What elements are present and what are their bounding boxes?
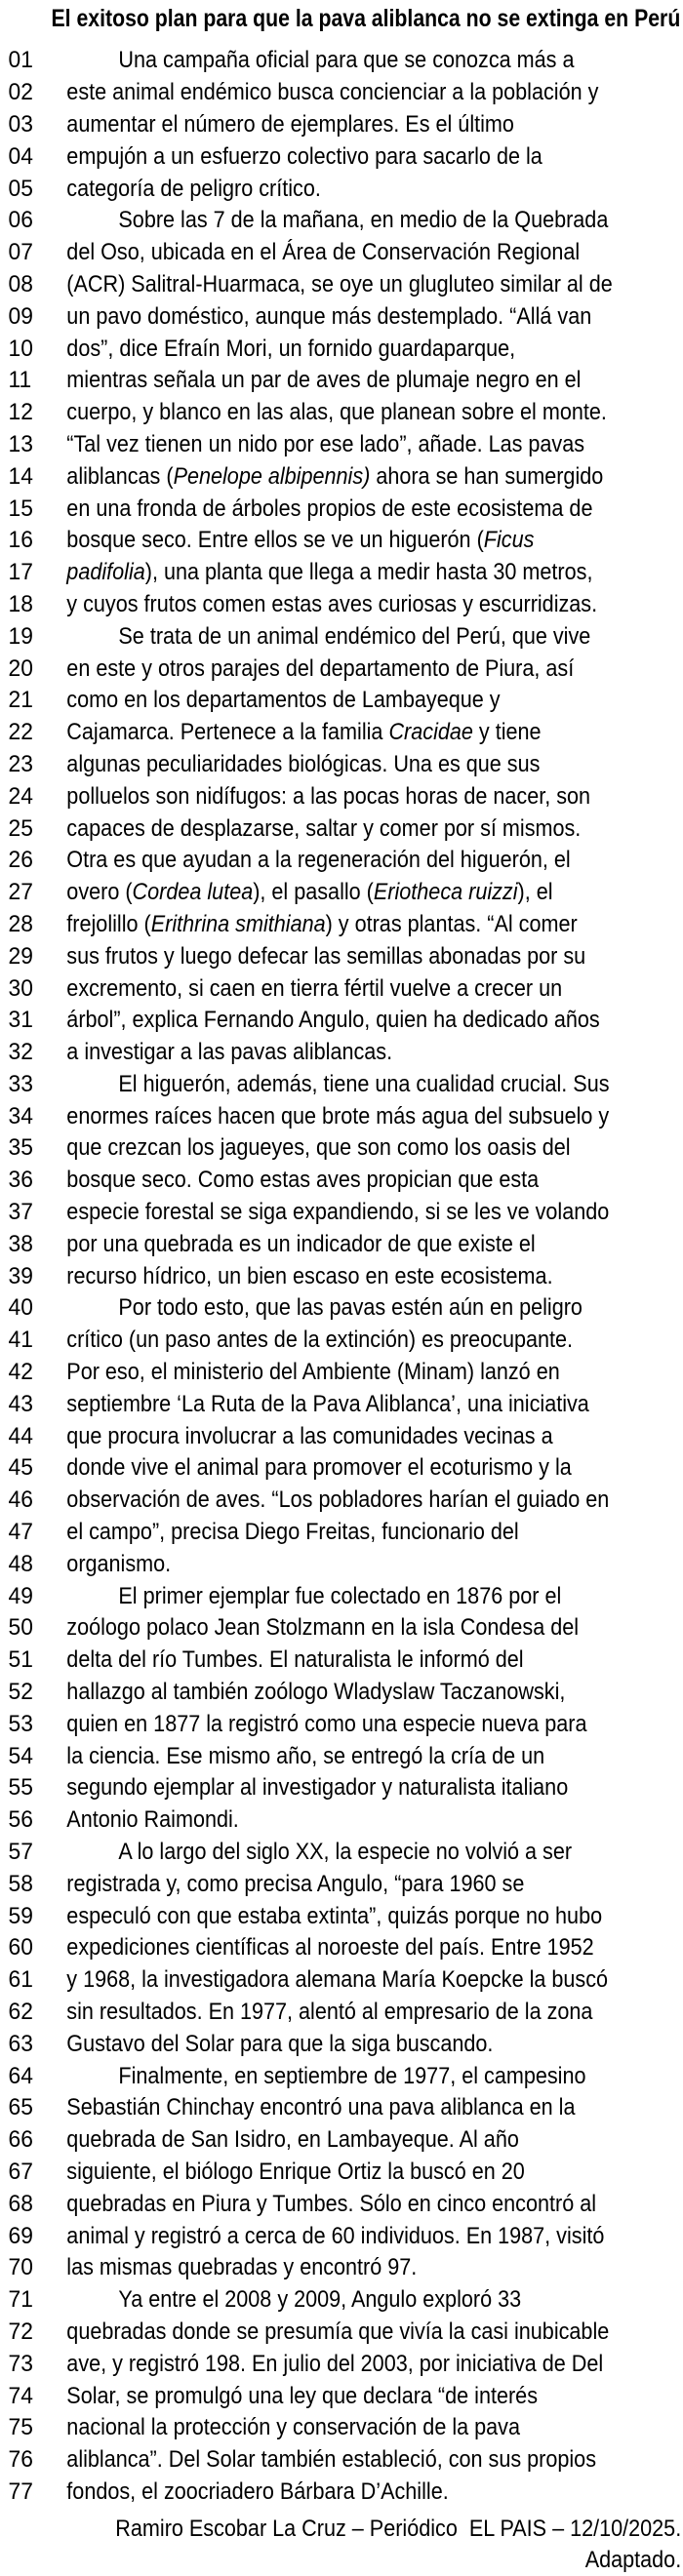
line-row [0,749,683,781]
line-text: cuerpo, y blanco en las alas, que planean sobre el monte. [66,399,607,426]
line-number: 72 [8,2318,33,2345]
line-number: 27 [8,879,33,906]
document-title: El exitoso plan para que la pava aliblanca no se extinga en Perú [51,5,681,32]
line-text: El primer ejemplar fue colectado en 1876 por el [118,1582,562,1609]
line-row [0,2124,683,2157]
line-number: 50 [8,1614,33,1642]
line-row [0,1708,683,1740]
line-row [0,205,683,237]
line-text: enormes raíces hacen que brote más agua del subsuelo y [66,1102,610,1129]
line-row [0,2317,683,2349]
line-row [0,1964,683,1997]
line-number: 14 [8,462,33,490]
line-row [0,333,683,365]
line-text: Por eso, el ministerio del Ambiente (Minam) lanzó en [66,1359,560,1386]
line-row [0,1228,683,1260]
line-number: 37 [8,1199,33,1226]
line-row [0,300,683,333]
line-number: 70 [8,2254,33,2281]
line-text: ave, y registró 198. En julio del 2003, por iniciativa de Del [66,2350,604,2377]
line-number: 26 [8,847,33,874]
line-row [0,2220,683,2252]
line-text: expediciones científicas al noroeste del país. Entre 1952 [66,1934,594,1962]
line-row [0,685,683,717]
line-number: 71 [8,2286,33,2314]
line-text: bosque seco. Como estas aves propician que esta [66,1167,540,1194]
line-text: overo (Cordea lutea), el pasallo (Eriotheca ruizzi), el [66,879,553,906]
line-row [0,1645,683,1677]
line-text: (ACR) Salitral-Huarmaca, se oye un glugluteo similar al de [66,270,613,297]
line-number: 11 [8,367,32,394]
line-text: Sobre las 7 de la mañana, en medio de la Quebrada [118,207,609,234]
line-number: 06 [8,207,33,234]
line-text: y cuyos frutos comen estas aves curiosas y escurridizas. [66,590,598,617]
line-text: como en los departamentos de Lambayeque y [66,687,501,714]
line-text: nacional la protección y conservación de la pava [66,2414,520,2441]
line-row [0,557,683,589]
line-row [0,717,683,749]
line-row [0,1388,683,1420]
line-text: quien en 1877 la registró como una especie nueva para [66,1710,587,1737]
line-text: hallazgo al también zoólogo Wladyslaw Taczanowski, [66,1679,566,1706]
line-text: que procura involucrar a las comunidades vecinas a [66,1422,553,1449]
document-footer [0,2514,683,2576]
line-row [0,140,683,173]
line-number: 58 [8,1870,33,1897]
line-text: Se trata de un animal endémico del Perú, que vive [118,622,591,650]
line-text: Finalmente, en septiembre de 1977, el campesino [118,2062,586,2089]
line-number: 12 [8,399,33,426]
line-row [0,2060,683,2092]
line-number: 36 [8,1167,33,1194]
line-row [0,2252,683,2284]
line-number: 07 [8,239,33,266]
line-text: a investigar a las pavas aliblancas. [66,1039,393,1066]
line-text: dos”, dice Efraín Mori, un fornido guardaparque, [66,335,516,362]
line-text: recurso hídrico, un bien escaso en este ecosistema. [66,1262,553,1289]
line-text: y 1968, la investigadora alemana María Koepcke la buscó [66,1966,609,1994]
line-row [0,1132,683,1165]
line-text: fondos, el zoocriadero Bárbara D’Achille. [66,2477,449,2505]
line-number: 29 [8,942,33,970]
line-number: 64 [8,2062,33,2089]
line-text: empujón a un esfuerzo colectivo para sacarlo de la [66,142,542,170]
line-row [0,1325,683,1357]
line-text: este animal endémico busca concienciar a la población y [66,79,599,106]
line-number: 40 [8,1294,33,1322]
line-row [0,909,683,941]
line-number: 44 [8,1422,33,1449]
line-number: 03 [8,110,33,138]
line-text: el campo”, precisa Diego Freitas, funcionario del [66,1519,519,1546]
line-text: delta del río Tumbes. El naturalista le informó del [66,1646,524,1674]
line-number: 43 [8,1390,33,1417]
line-number: 61 [8,1966,33,1994]
line-number: 35 [8,1134,33,1162]
line-number: 38 [8,1230,33,1257]
line-text: sin resultados. En 1977, alentó al empresario de la zona [66,1999,593,2025]
line-number: 62 [8,1999,33,2025]
line-number: 09 [8,302,33,330]
line-row [0,1997,683,2029]
line-row [0,2412,683,2444]
line-text: que crezcan los jagueyes, que son como los oasis del [66,1134,571,1162]
line-row [0,429,683,461]
line-text: registrada y, como precisa Angulo, “para 1960 se [66,1870,525,1897]
line-number: 13 [8,430,33,457]
line-number: 53 [8,1710,33,1737]
line-text: Otra es que ayudan a la regeneración del higuerón, el [66,847,571,874]
line-row [0,1420,683,1452]
line-text: segundo ejemplar al investigador y naturalista italiano [66,1774,569,1802]
line-number: 47 [8,1519,33,1546]
line-number: 63 [8,2030,33,2057]
line-text: organismo. [66,1550,172,1577]
line-number: 18 [8,590,33,617]
line-number: 73 [8,2350,33,2377]
line-text: categoría de peligro crítico. [66,175,321,202]
line-text: por una quebrada es un indicador de que existe el [66,1230,536,1257]
line-row [0,1260,683,1292]
line-text: zoólogo polaco Jean Stolzmann en la isla Condesa del [66,1614,580,1642]
line-text: crítico (un paso antes de la extinción) es preocupante. [66,1327,574,1354]
line-row [0,77,683,109]
line-number: 66 [8,2126,33,2154]
line-row [0,173,683,205]
line-text: en este y otros parajes del departamento de Piura, así [66,654,575,682]
line-number: 55 [8,1774,33,1802]
line-text: del Oso, ubicada en el Área de Conservación Regional [66,239,581,266]
line-number: 45 [8,1454,33,1482]
line-row [0,1292,683,1325]
line-number: 04 [8,142,33,170]
line-text: septiembre ‘La Ruta de la Pava Aliblanca’, una iniciativa [66,1390,589,1417]
line-number: 01 [8,47,33,74]
line-text: frejolillo (Erithrina smithiana) y otras plantas. “Al comer [66,910,578,937]
line-row [0,972,683,1005]
line-row [0,2028,683,2060]
line-row [0,1005,683,1037]
line-row [0,653,683,685]
line-text: donde vive el animal para promover el ecoturismo y la [66,1454,572,1482]
line-row [0,1868,683,1900]
line-row [0,2157,683,2189]
line-number: 69 [8,2222,33,2249]
line-row [0,940,683,972]
line-text: la ciencia. Ese mismo año, se entregó la cría de un [66,1742,545,1769]
line-text: Sebastián Chinchay encontró una pava aliblanca en la [66,2094,576,2121]
adapted-note: Adaptado. [584,2547,682,2574]
line-row [0,1580,683,1612]
line-number: 28 [8,910,33,937]
line-number: 24 [8,782,33,810]
line-text: aliblanca”. Del Solar también estableció, con sus propios [66,2446,597,2474]
line-number: 49 [8,1582,33,1609]
line-number: 23 [8,750,33,777]
line-number: 65 [8,2094,33,2121]
line-number: 74 [8,2382,33,2409]
line-number: 08 [8,270,33,297]
line-number: 30 [8,974,33,1002]
line-number: 21 [8,687,33,714]
line-number: 75 [8,2414,33,2441]
line-number: 32 [8,1039,33,1066]
line-row [0,1772,683,1804]
line-number: 20 [8,654,33,682]
line-text: observación de aves. “Los pobladores harían el guiado en [66,1486,610,1514]
line-row [0,1069,683,1101]
line-row [0,2444,683,2477]
line-text: siguiente, el biólogo Enrique Ortiz la buscó en 20 [66,2158,525,2185]
line-row [0,1165,683,1197]
line-text: Gustavo del Solar para que la siga buscando. [66,2030,494,2057]
line-number: 59 [8,1902,33,1929]
line-text: padifolia), una planta que llega a medir hasta 30 metros, [66,559,593,586]
line-row [0,1740,683,1772]
line-number: 41 [8,1327,33,1354]
line-number: 22 [8,719,33,746]
line-row [0,812,683,845]
line-number: 42 [8,1359,33,1386]
line-text: quebradas donde se presumía que vivía la casi inubicable [66,2318,610,2345]
line-row [0,397,683,429]
line-text: quebrada de San Isidro, en Lambayeque. Al año [66,2126,519,2154]
text-body [0,45,683,2508]
line-number: 31 [8,1007,33,1034]
line-text: Una campaña oficial para que se conozca más a [118,47,575,74]
line-row [0,365,683,397]
line-text: especie forestal se siga expandiendo, si se les ve volando [66,1199,610,1226]
line-text: Ya entre el 2008 y 2009, Angulo exploró 33 [118,2286,522,2314]
line-number: 57 [8,1839,33,1866]
document-page [0,3,683,2576]
line-row [0,1612,683,1645]
line-text: Cajamarca. Pertenece a la familia Cracidae y tiene [66,719,542,746]
line-row [0,1485,683,1517]
line-number: 56 [8,1806,33,1834]
line-number: 34 [8,1102,33,1129]
line-row [0,525,683,557]
line-number: 25 [8,814,33,842]
line-text: capaces de desplazarse, saltar y comer por sí mismos. [66,814,582,842]
line-number: 33 [8,1070,33,1097]
line-row [0,620,683,653]
line-text: Antonio Raimondi. [66,1806,239,1834]
line-number: 76 [8,2446,33,2474]
line-row [0,1804,683,1837]
line-row [0,1900,683,1932]
line-text: quebradas en Piura y Tumbes. Sólo en cinco encontró al [66,2190,597,2217]
line-row [0,2477,683,2509]
line-number: 51 [8,1646,33,1674]
line-number: 77 [8,2477,33,2505]
line-row [0,2380,683,2412]
line-number: 67 [8,2158,33,2185]
line-row [0,589,683,621]
line-number: 46 [8,1486,33,1514]
line-row [0,45,683,77]
line-text: animal y registró a cerca de 60 individuos. En 1987, visitó [66,2222,605,2249]
line-row [0,1452,683,1485]
line-text: algunas peculiaridades biológicas. Una es que sus [66,750,541,777]
line-number: 16 [8,527,33,554]
line-text: El higuerón, además, tiene una cualidad crucial. Sus [118,1070,610,1097]
line-row [0,1677,683,1709]
line-row [0,460,683,493]
line-row [0,493,683,525]
line-row [0,1837,683,1869]
line-text: aumentar el número de ejemplares. Es el último [66,110,514,138]
line-number: 48 [8,1550,33,1577]
line-number: 52 [8,1679,33,1706]
line-row [0,2284,683,2317]
line-number: 02 [8,79,33,106]
line-text: árbol”, explica Fernando Angulo, quien ha dedicado años [66,1007,600,1034]
line-text: en una fronda de árboles propios de este ecosistema de [66,495,593,522]
line-number: 19 [8,622,33,650]
line-text: las mismas quebradas y encontró 97. [66,2254,418,2281]
line-text: polluelos son nidífugos: a las pocas horas de nacer, son [66,782,591,810]
line-row [0,1197,683,1229]
line-row [0,109,683,141]
line-row [0,2092,683,2124]
line-row [0,1357,683,1389]
line-number: 60 [8,1934,33,1962]
line-number: 68 [8,2190,33,2217]
line-text: especuló con que estaba extinta”, quizás porque no hubo [66,1902,603,1929]
line-text: bosque seco. Entre ellos se ve un higuerón (Ficus [66,527,535,554]
line-row [0,845,683,877]
line-row [0,237,683,269]
line-row [0,1517,683,1549]
line-row [0,1100,683,1132]
line-row [0,1548,683,1580]
line-text: mientras señala un par de aves de plumaje negro en el [66,367,582,394]
line-text: Solar, se promulgó una ley que declara “de interés [66,2382,538,2409]
line-row [0,2348,683,2380]
line-number: 54 [8,1742,33,1769]
line-row [0,2188,683,2220]
line-row [0,269,683,301]
line-number: 17 [8,559,33,586]
line-row [0,1932,683,1964]
line-text: sus frutos y luego defecar las semillas abonadas por su [66,942,586,970]
line-text: “Tal vez tienen un nido por ese lado”, añade. Las pavas [66,430,585,457]
attribution: Ramiro Escobar La Cruz – Periódico EL PAIS – 12/10/2025. [115,2516,682,2543]
line-text: un pavo doméstico, aunque más destemplado. “Allá van [66,302,592,330]
line-number: 39 [8,1262,33,1289]
line-text: aliblancas (Penelope albipennis) ahora se han sumergido [66,462,604,490]
line-row [0,780,683,812]
line-number: 05 [8,175,33,202]
line-text: A lo largo del siglo XX, la especie no volvió a ser [118,1839,573,1866]
line-row [0,877,683,909]
line-text: excremento, si caen en tierra fértil vuelve a crecer un [66,974,563,1002]
line-text: Por todo esto, que las pavas estén aún en peligro [118,1294,583,1322]
line-number: 10 [8,335,33,362]
line-number: 15 [8,495,33,522]
line-row [0,1037,683,1069]
